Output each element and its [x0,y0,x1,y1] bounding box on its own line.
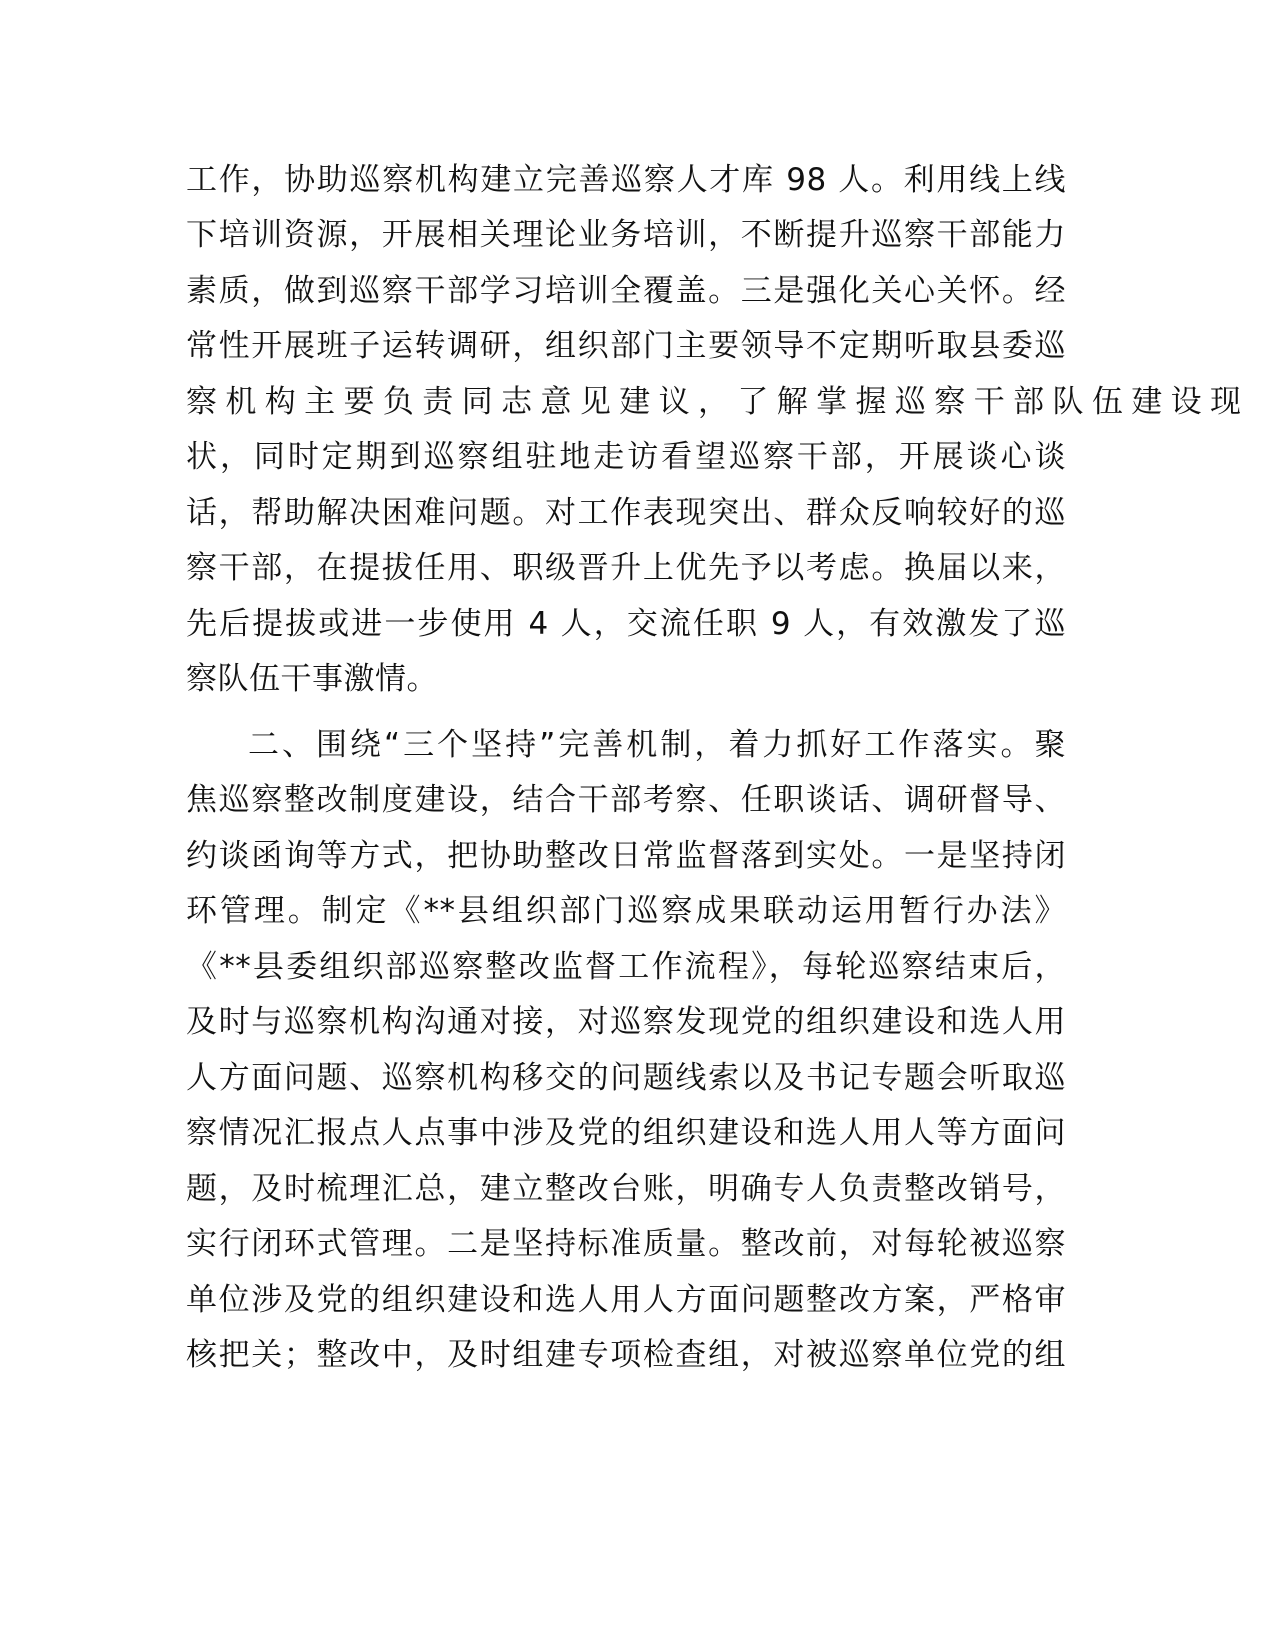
text-line: 工作，协助巡察机构建立完善巡察人才库 98 人。利用线上线 [186,162,1066,198]
text-line: 焦巡察整改制度建设，结合干部考察、任职谈话、调研督导、 [186,782,1066,818]
text-line: 察干部，在提拔任用、职级晋升上优先予以考虑。换届以来， [186,550,1066,586]
text-line: 下培训资源，开展相关理论业务培训，不断提升巡察干部能力 [186,217,1066,253]
text-line: 《**县委组织部巡察整改监督工作流程》，每轮巡察结束后， [186,949,1066,985]
text-line: 实行闭环式管理。二是坚持标准质量。整改前，对每轮被巡察 [186,1226,1066,1262]
text-line: 察机构主要负责同志意见建议，了解掌握巡察干部队伍建设现 [186,384,1241,420]
text-line: 核把关；整改中，及时组建专项检查组，对被巡察单位党的组 [186,1337,1066,1373]
text-line: 常性开展班子运转调研，组织部门主要领导不定期听取县委巡 [186,328,1066,364]
text-line: 先后提拔或进一步使用 4 人，交流任职 9 人，有效激发了巡 [186,606,1066,642]
text-line: 题，及时梳理汇总，建立整改台账，明确专人负责整改销号， [186,1171,1066,1207]
text-line: 人方面问题、巡察机构移交的问题线索以及书记专题会听取巡 [186,1060,1066,1096]
text-line: 话，帮助解决困难问题。对工作表现突出、群众反响较好的巡 [186,495,1066,531]
text-line: 素质，做到巡察干部学习培训全覆盖。三是强化关心关怀。经 [186,273,1066,309]
text-line: 状，同时定期到巡察组驻地走访看望巡察干部，开展谈心谈 [186,439,1066,475]
text-line: 单位涉及党的组织建设和选人用人方面问题整改方案，严格审 [186,1282,1066,1318]
text-line: 约谈函询等方式，把协助整改日常监督落到实处。一是坚持闭 [186,838,1066,874]
text-line: 环管理。制定《**县组织部门巡察成果联动运用暂行办法》 [186,893,1066,929]
section-heading-line: 二、围绕“三个坚持”完善机制，着力抓好工作落实。聚 [248,727,1066,763]
text-line: 察情况汇报点人点事中涉及党的组织建设和选人用人等方面问 [186,1115,1066,1151]
text-line: 及时与巡察机构沟通对接，对巡察发现党的组织建设和选人用 [186,1004,1066,1040]
text-line: 察队伍干事激情。 [186,661,438,697]
